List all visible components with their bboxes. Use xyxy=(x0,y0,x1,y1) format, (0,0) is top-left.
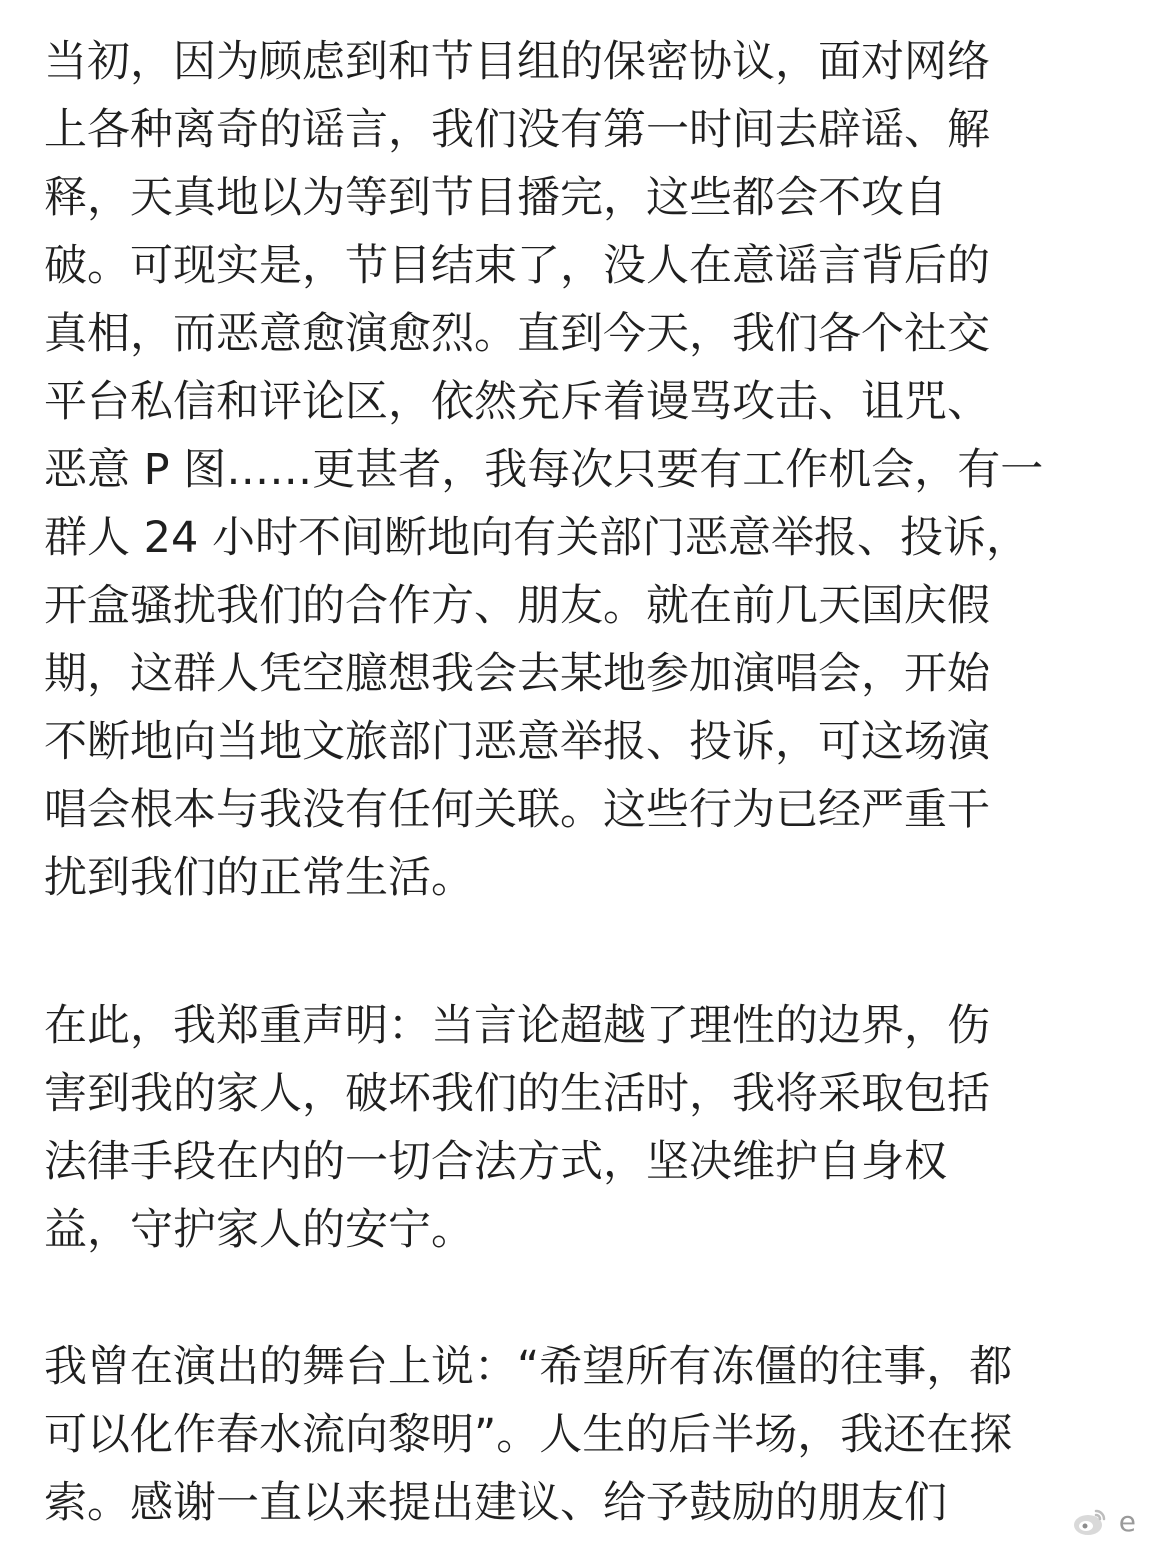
text-line: 期，这群人凭空臆想我会去某地参加演唱会，开始 xyxy=(44,649,990,699)
text-line: 不断地向当地文旅部门恶意举报、投诉，可这场演 xyxy=(44,717,990,767)
paragraph-1 xyxy=(44,28,1134,912)
text-line: 释，天真地以为等到节目播完，这些都会不攻自 xyxy=(44,173,947,223)
text-line: 平台私信和评论区，依然充斥着谩骂攻击、诅咒、 xyxy=(44,377,990,427)
weibo-logo-icon xyxy=(1071,1503,1109,1541)
text-line: 害到我的家人，破坏我们的生活时，我将采取包括 xyxy=(44,1069,990,1119)
text-line: 上各种离奇的谣言，我们没有第一时间去辟谣、解 xyxy=(44,105,990,155)
text-line: 益，守护家人的安宁。 xyxy=(44,1205,474,1255)
text-line: 索。感谢一直以来提出建议、给予鼓励的朋友们 xyxy=(44,1478,947,1528)
text-line: 破。可现实是，节目结束了，没人在意谣言背后的 xyxy=(44,241,990,291)
text-line: 我曾在演出的舞台上说：“希望所有冻僵的往事，都 xyxy=(44,1342,1013,1392)
watermark-text: e xyxy=(1118,1505,1136,1538)
text-line: 在此，我郑重声明：当言论超越了理性的边界，伤 xyxy=(44,1001,990,1051)
text-line: 真相，而恶意愈演愈烈。直到今天，我们各个社交 xyxy=(44,309,990,359)
text-line: 群人 24 小时不间断地向有关部门恶意举报、投诉， xyxy=(44,513,1030,563)
paragraph-3 xyxy=(44,1333,1134,1537)
text-line: 恶意 P 图……更甚者，我每次只要有工作机会，有一 xyxy=(44,445,1044,495)
text-line: 开盒骚扰我们的合作方、朋友。就在前几天国庆假 xyxy=(44,581,990,631)
paragraph-2 xyxy=(44,992,1134,1264)
watermark xyxy=(1063,1499,1148,1545)
text-line: 扰到我们的正常生活。 xyxy=(44,853,474,903)
text-line: 当初，因为顾虑到和节目组的保密协议，面对网络 xyxy=(44,37,990,87)
text-line: 法律手段在内的一切合法方式，坚决维护自身权 xyxy=(44,1137,947,1187)
text-line: 唱会根本与我没有任何关联。这些行为已经严重干 xyxy=(44,785,990,835)
text-line: 可以化作春水流向黎明”。人生的后半场，我还在探 xyxy=(44,1410,1013,1460)
